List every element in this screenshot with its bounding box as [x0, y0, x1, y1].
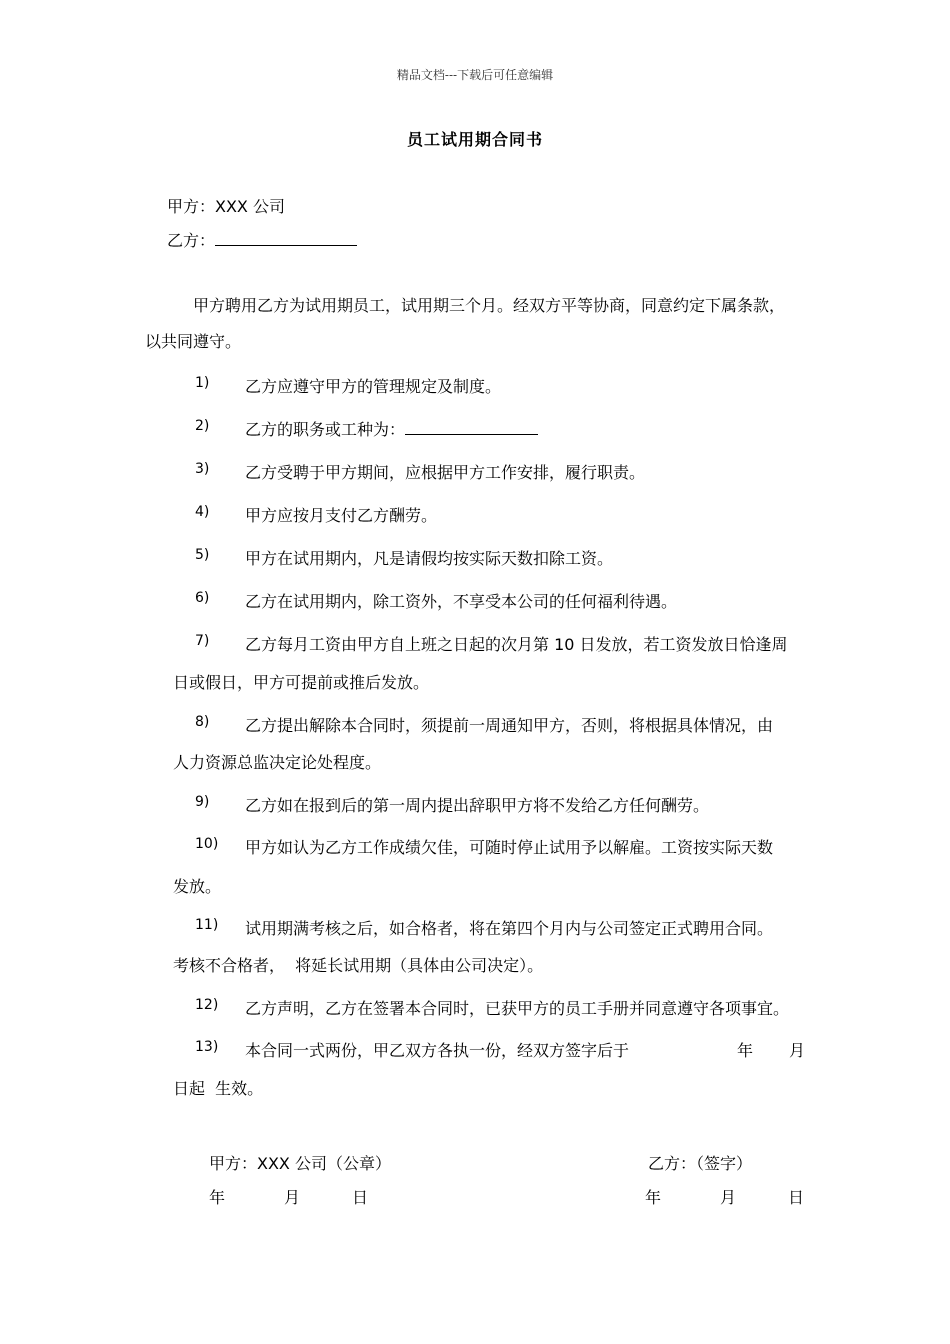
signature-party-b: 乙方：（签字） [648, 1154, 753, 1173]
item-number: 12) [195, 997, 219, 1013]
item-text: 乙方如在报到后的第一周内提出辞职甲方将不发给乙方任何酬劳。 [245, 796, 710, 815]
item-number: 13) [195, 1039, 219, 1055]
item-text: 甲方如认为乙方工作成绩欠佳，可随时停止试用予以解雇。工资按实际天数 [245, 838, 774, 857]
party-a-line: 甲方：XXX 公司 [167, 197, 285, 216]
item-text: 甲方在试用期内，凡是请假均按实际天数扣除工资。 [245, 549, 614, 568]
item-text-continued: 日或假日，甲方可提前或推后发放。 [173, 673, 430, 692]
party-b-blank [215, 231, 357, 246]
page-header: 精品文档---下载后可任意编辑 [396, 68, 554, 82]
item-text-continued: 人力资源总监决定论处程度。 [173, 753, 382, 772]
position-blank [405, 420, 538, 435]
item-number: 8) [195, 714, 210, 730]
party-a-year-label: 年 [209, 1188, 226, 1207]
effective-year-label: 年 [737, 1041, 754, 1060]
item-number: 10) [195, 836, 219, 852]
signature-party-a: 甲方：XXX 公司（公章） [209, 1154, 391, 1173]
item-text: 本合同一式两份，甲乙双方各执一份，经双方签字后于 [245, 1041, 630, 1060]
item-text-continued: 发放。 [173, 877, 222, 896]
item-text [245, 417, 538, 440]
item-text: 乙方在试用期内，除工资外，不享受本公司的任何福利待遇。 [245, 592, 678, 611]
party-a-day-label: 日 [352, 1188, 369, 1207]
item-number: 1) [195, 375, 210, 391]
effective-month-label: 月 [789, 1041, 806, 1060]
item-number: 6) [195, 590, 210, 606]
item-text-continued: 考核不合格者， 将延长试用期（具体由公司决定）。 [173, 956, 544, 975]
item-number: 2) [195, 418, 210, 434]
item-text: 乙方每月工资由甲方自上班之日起的次月第 10 日发放，若工资发放日恰逢周 [245, 635, 788, 654]
item-text: 甲方应按月支付乙方酬劳。 [245, 506, 438, 525]
party-b-year-label: 年 [645, 1188, 662, 1207]
party-b-line [167, 228, 357, 251]
item-text: 乙方受聘于甲方期间，应根据甲方工作安排，履行职责。 [245, 463, 646, 482]
party-b-day-label: 日 [788, 1188, 805, 1207]
item-number: 9) [195, 794, 210, 810]
item-text: 试用期满考核之后，如合格者，将在第四个月内与公司签定正式聘用合同。 [245, 919, 774, 938]
item-number: 5) [195, 547, 210, 563]
party-a-month-label: 月 [284, 1188, 301, 1207]
item-number: 11) [195, 917, 219, 933]
item-number: 3) [195, 461, 210, 477]
party-b-month-label: 月 [720, 1188, 737, 1207]
party-b-label: 乙方： [167, 231, 216, 250]
item-text: 乙方提出解除本合同时，须提前一周通知甲方，否则，将根据具体情况，由 [245, 716, 774, 735]
item-text: 乙方应遵守甲方的管理规定及制度。 [245, 377, 502, 396]
item-number: 4) [195, 504, 210, 520]
item-text-label: 乙方的职务或工种为： [245, 420, 406, 439]
intro-line-1: 甲方聘用乙方为试用期员工，试用期三个月。经双方平等协商，同意约定下属条款， [193, 296, 786, 315]
document-title: 员工试用期合同书 [406, 130, 543, 149]
item-text: 乙方声明，乙方在签署本合同时，已获甲方的员工手册并同意遵守各项事宜。 [245, 999, 790, 1018]
intro-line-2: 以共同遵守。 [145, 332, 242, 351]
item-number: 7) [195, 633, 210, 649]
item-text-continued: 日起 生效。 [173, 1079, 264, 1098]
